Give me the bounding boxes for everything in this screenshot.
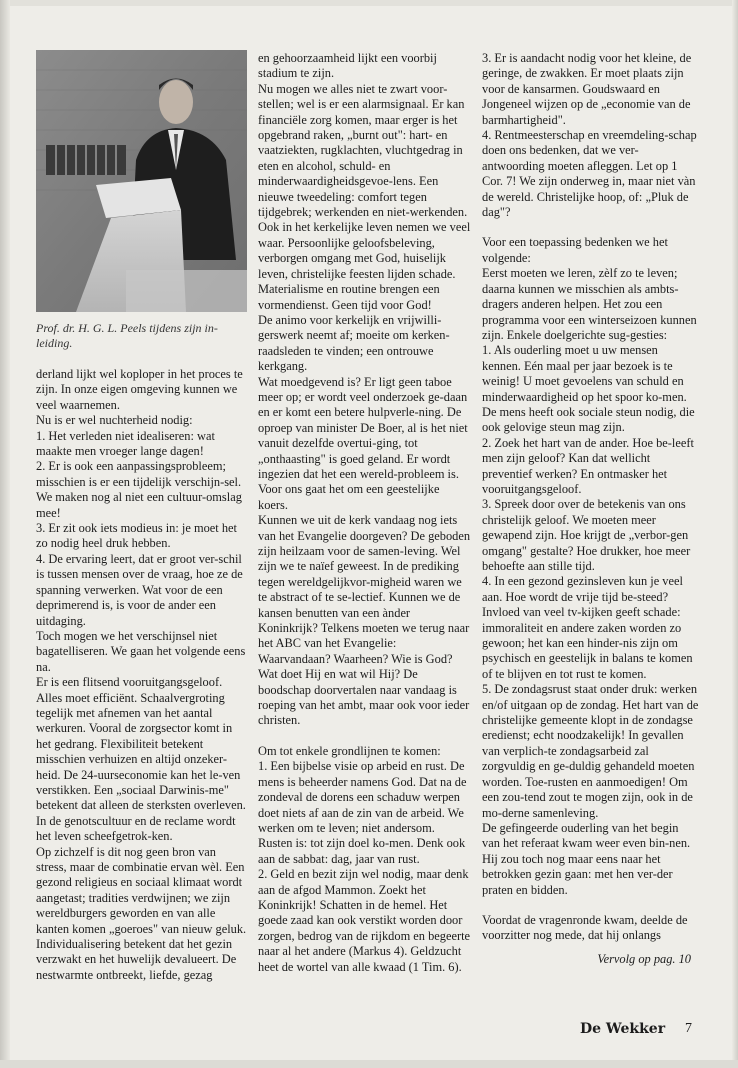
- paragraph: Kunnen we uit de kerk vandaag nog iets van het Evangelie doorgeven? De geboden zijn heilzaam voor de samen-leving. Wel zijn we te naïef geweest. In de prediking tegen wereldgelijkvor-migheid waren we te abstract of te se-lectief. Kunnen we de kansen benutten van een ànder Koninkrijk? Telkens moeten we terug naar het ABC van het Evangelie: Waarvandaan? Waarheen? Wie is God? Wat doet Hij en wat wil Hij? De boodschap doorvertalen naar vandaag is roeping van het ambt, maar ook voor ieder christen.: [258, 513, 471, 728]
- speaker-photo-image: [36, 50, 247, 312]
- paragraph: Eerst moeten we leren, zèlf zo te leven; daarna kunnen we misschien als ambts-dragers anderen helpen. Het zou een programma voor een winterseizoen kunnen zijn. Enkele doelgerichte sug-gesties:: [482, 266, 697, 342]
- paragraph: Nu mogen we alles niet te zwart voor-stellen; wel is er een alarmsignaal. Er kan financiële zorg komen, maar erger is het opgebrand raken, „burnt out": hart- en vaatziekten, rugklachten, vluchtgedrag in eten en alcohol, schuld- en minderwaardigheidsgevoe-lens. Een nieuwe tweedeling: comfort tegen tijdgebrek; werkenden en niet-werkenden.: [258, 81, 468, 220]
- page-edge-top: [0, 0, 738, 6]
- page-footer: [580, 1021, 700, 1037]
- paragraph: Voor een toepassing bedenken we het volgende:: [482, 235, 668, 265]
- text-column-2: [258, 51, 471, 975]
- list-item: 2. Er is ook een aanpassingsprobleem; misschien is er een tijdelijk verschijn-sel. We maken nog al niet een cultuur-omslag mee!: [36, 459, 242, 520]
- paragraph: Wat moedgevend is? Er ligt geen taboe meer op; er wordt veel onderzoek ge-daan en er komt een betere hulpverle-ning. De oproep van minister De Boer, al is het niet vanuit dezelfde overtui-ging, tot „onthaasting" is goed geland. Er wordt ingezien dat het een wereld-probleem is. Voor ons gaat het om een geestelijke koers.: [258, 374, 468, 512]
- paragraph: Ook in het kerkelijke leven nemen we veel waar. Persoonlijke geloofsbeleving, verborgen omgang met God, huiselijk leven, christelijke feesten lijden schade. Materialisme en routine brengen een vormendienst. Geen tijd voor God!: [258, 220, 471, 312]
- list-item: 3. Er is aandacht nodig voor het kleine, de geringe, de zwakken. Er moet plaats zijn voor de kansarmen. Goudswaard en Jongeneel wijzen op de „economie van de barmhartigheid".: [482, 51, 692, 127]
- paragraph: Toch mogen we het verschijnsel niet bagatelliseren. We gaan het volgende eens na.: [36, 628, 246, 674]
- paragraph: en gehoorzaamheid lijkt een voorbij stadium te zijn.: [258, 51, 437, 81]
- paragraph: Om tot enkele grondlijnen te komen:: [258, 743, 441, 758]
- magazine-title: De Wekker: [580, 1021, 666, 1037]
- paragraph: Nu is er wel nuchterheid nodig:: [36, 413, 193, 428]
- paragraph-gap: [258, 729, 471, 744]
- list-item: 1. Het verleden niet idealiseren: wat maakte men vroeger lange dagen!: [36, 428, 215, 459]
- paragraph: De gefingeerde ouderling van het begin van het referaat kwam weer even bin-nen. Hij zou toch nog maar eens naar het betrokken gezin gaan: met hen ver-der praten en bidden.: [482, 820, 691, 897]
- list-item: 2. Zoek het hart van de ander. Hoe be-leeft men zijn geloof? Kan dat wellicht preventief werken? En ontmasker het vooruitgangsgeloof.: [482, 435, 694, 496]
- continuation-note: Vervolg op pag. 10: [597, 951, 691, 966]
- list-item: 4. Rentmeesterschap en vreemdeling-schap doen ons bedenken, dat we ver-antwoording moeten afleggen. Let op 1 Cor. 7! We zijn onderweg in, maar niet vàn de wereld. Christelijke hoop, of: „Pluk de dag"?: [482, 128, 697, 220]
- list-item: 5. De zondagsrust staat onder druk: werken en/of uitgaan op de zondag. Het hart van de christelijke gemeente klopt in de zondagse eredienst; echt noodzakelijk! In gevallen van verplich-te zondagsarbeid zal zorgvuldig en ge-duldig gehandeld moeten worden. Toe-rusten en aanmoedigen! Om een zou-tend zout te mogen zijn, ook in de mo-derne samenleving.: [482, 682, 699, 820]
- text-column-1: [36, 45, 248, 983]
- paragraph: Er is een flitsend vooruitgangsgeloof. Alles moet efficiënt. Schaalvergroting tegelijk met afnemen van het aantal werkuren. Vooral de zorgsector komt in het gedrang. Flexibiliteit betekent misschien verhuizen en altijd onzeker-heid. De 24-uurseconomie kan het le-ven verstikken. Een „sociaal Darwinis-me" betekent dat alleen de sterksten overleven. In de genotscultuur en de reclame wordt het leven scheefgetrok-ken.: [36, 675, 246, 844]
- list-item: 3. Er zit ook iets modieus in: je moet het zo nodig heel druk hebben.: [36, 521, 237, 551]
- list-item: 3. Spreek door over de betekenis van ons christelijk geloof. We moeten meer gewapend zijn. Hoe krijgt de „verbor-gen omgang" gestalte? Hoe drukker, hoe meer behoefte aan stille tijd.: [482, 497, 691, 573]
- page-number: 7: [685, 1021, 692, 1036]
- paragraph: De animo voor kerkelijk en vrijwilli-gerswerk neemt af; moeite om kerken-raadsleden te vinden; een ontrouwe kerkgang.: [258, 312, 450, 374]
- text-column-3: [482, 51, 699, 967]
- list-item: 4. In een gezond gezinsleven kun je veel aan. Hoe wordt de vrije tijd be-steed? Invloed van veel tv-kijken geeft schade: immoraliteit en andere zaken worden zo gewoon; het kan een hinder-nis zijn om psychisch en geestelijk in balans te komen of te blijven en tot rust te komen.: [482, 574, 693, 681]
- paragraph-gap: [482, 898, 699, 913]
- paragraph: Op zichzelf is dit nog geen bron van stress, maar de combinatie ervan wèl. Een gezond religieus en sociaal klimaat wordt aangetast; tradities verdwijnen; we zijn wereldburgers geworden en van alle kanten komen „goeroes" van nieuw geluk.: [36, 844, 247, 936]
- speaker-photo: [36, 50, 247, 312]
- paragraph: derland lijkt wel koploper in het proces te zijn. In onze eigen omgeving kunnen we veel waarnemen.: [36, 367, 243, 412]
- list-item: 2. Geld en bezit zijn wel nodig, maar denk aan de afgod Mammon. Zoekt het Koninkrijk! Schatten in de hemel. Het goede zaad kan ook verstikt worden door zorgen, bedrog van de rijkdom en begeerte naar al het andere (Markus 4). Geldzucht heet de wortel van alle kwaad (1 Tim. 6).: [258, 867, 471, 974]
- page-edge-left: [0, 0, 10, 1068]
- page-edge-bottom: [0, 1060, 738, 1068]
- list-item: 1. Een bijbelse visie op arbeid en rust. De mens is beheerder namens God. Dat na de zondeval de dorens een schaduw werpen doet niets af aan de zin van de arbeid. We werken om te leven; niet andersom. Rusten is: tot zijn doel ko-men. Denk ook aan de sabbat: dag, jaar van rust.: [258, 759, 467, 866]
- paragraph: Individualisering betekent dat het gezin verzwakt en het huwelijk devalueert. De nestwarmte ontbreekt, liefde, gezag: [36, 937, 237, 982]
- page-edge-right: [732, 0, 738, 1068]
- photo-caption: Prof. dr. H. G. L. Peels tijdens zijn in-leiding.: [36, 321, 218, 350]
- paragraph: Voordat de vragenronde kwam, deelde de voorzitter nog mede, dat hij onlangs: [482, 912, 688, 943]
- list-item: 4. De ervaring leert, dat er groot ver-schil is tussen mensen over de vraag, hoe ze de spanning verwerken. Wat voor de een deprimerend is, is voor de ander een uitdaging.: [36, 551, 243, 628]
- paragraph-gap: [482, 220, 699, 235]
- list-item: 1. Als ouderling moet u uw mensen kennen. Eén maal per jaar bezoek is te weinig! U moet gevoelens van schuld en minderwaardigheid op het spoor ko-men. De mens heeft ook sociale steun nodig, die ook gelovige steun mag zijn.: [482, 343, 695, 435]
